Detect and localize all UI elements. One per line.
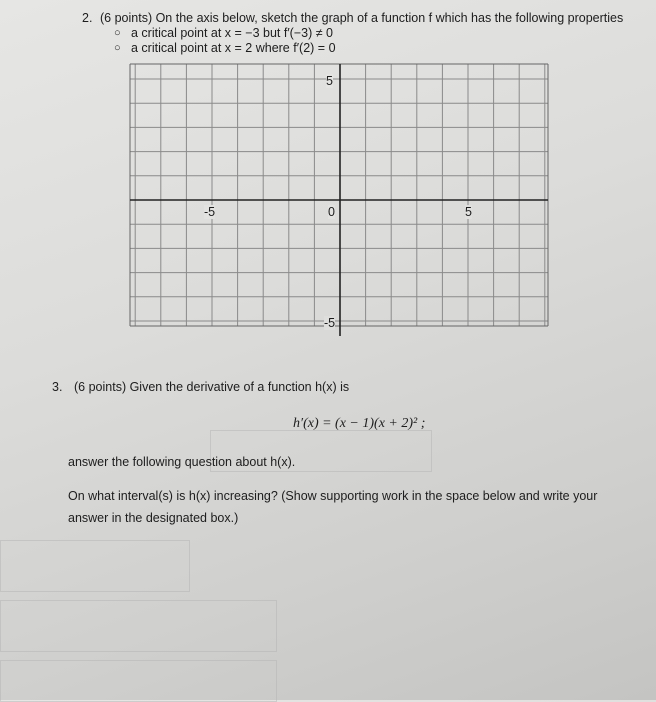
q3-question-line1: On what interval(s) is h(x) increasing? (Show supporting work in the space below and write your (68, 489, 598, 503)
x-label-neg5: -5 (204, 205, 216, 219)
y-label-5: 5 (326, 74, 333, 88)
faint-box (0, 660, 277, 702)
q3-prompt: (6 points) Given the derivative of a function h(x) is (74, 380, 350, 394)
q2-number: 2. (82, 11, 93, 25)
bullet-icon: ○ (114, 42, 121, 54)
faint-box (0, 600, 277, 652)
origin-label: 0 (328, 205, 335, 219)
q2-prompt: (6 points) On the axis below, sketch the graph of a function f which has the following properties (100, 11, 624, 25)
q2-bullet-1: a critical point at x = −3 but f′(−3) ≠ 0 (131, 26, 334, 40)
q2-bullet-2: a critical point at x = 2 where f′(2) = 0 (131, 41, 336, 55)
x-label-5: 5 (465, 205, 472, 219)
faint-box (0, 540, 190, 592)
q3-equation: h′(x) = (x − 1)(x + 2)² ; (293, 416, 426, 431)
bullet-icon: ○ (114, 27, 121, 39)
q3-followup: answer the following question about h(x). (68, 455, 296, 469)
q3-question-line2: answer in the designated box.) (68, 511, 239, 525)
q3-number: 3. (52, 380, 63, 394)
y-label-neg5: -5 (324, 316, 336, 330)
